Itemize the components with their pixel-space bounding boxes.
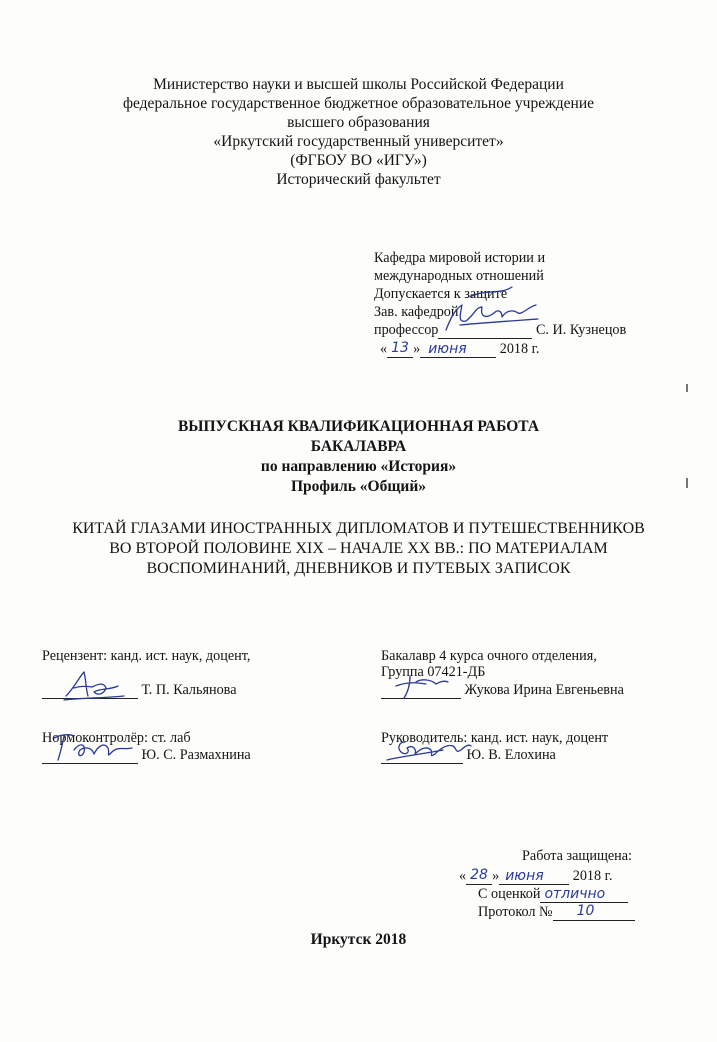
normcontrol-name: Ю. С. Размахнина xyxy=(141,747,251,763)
city-year: Иркутск 2018 xyxy=(310,931,407,948)
grade-label: С оценкой xyxy=(478,886,541,902)
work-type-line-1: ВЫПУСКНАЯ КВАЛИФИКАЦИОННАЯ РАБОТА xyxy=(177,418,540,435)
scan-mark xyxy=(686,478,688,488)
date-quote-close: » xyxy=(413,341,421,357)
head-of-department-label: Зав. кафедрой xyxy=(374,304,459,320)
day-underline xyxy=(387,340,413,358)
protocol-underline xyxy=(553,903,635,921)
normcontrol-label: Нормоконтролёр: ст. лаб xyxy=(42,730,191,746)
admission-label: Допускается к защите xyxy=(374,286,508,302)
grade-value: отлично xyxy=(544,886,606,902)
approval-day: 13 xyxy=(391,340,409,356)
supervisor-signature xyxy=(383,732,473,766)
head-signature xyxy=(440,285,550,340)
defense-year: 2018 г. xyxy=(572,868,613,884)
reviewer-label: Рецензент: канд. ист. наук, доцент, xyxy=(42,648,251,664)
student-signature xyxy=(392,670,452,700)
education-level-line: высшего образования xyxy=(287,114,430,131)
student-name: Жукова Ирина Евгеньевна xyxy=(464,682,624,698)
date-quote-close: » xyxy=(492,868,500,884)
university-name: «Иркутский государственный университет» xyxy=(213,133,504,150)
university-abbreviation: (ФГБОУ ВО «ИГУ») xyxy=(290,152,427,169)
normcontrol-signature xyxy=(48,728,138,766)
date-quote-open: « xyxy=(459,868,467,884)
approval-year: 2018 г. xyxy=(499,341,540,357)
approval-month: июня xyxy=(428,341,467,357)
approval-date-line xyxy=(380,340,539,358)
head-position: профессор xyxy=(374,322,439,338)
day-underline xyxy=(466,867,492,885)
defense-month: июня xyxy=(505,868,544,884)
grade-line xyxy=(478,885,628,903)
study-profile: Профиль «Общий» xyxy=(290,478,427,495)
month-underline xyxy=(420,343,496,358)
grade-underline xyxy=(540,888,628,903)
supervisor-label: Руководитель: канд. ист. наук, доцент xyxy=(381,730,609,746)
defense-day: 28 xyxy=(470,867,488,883)
work-type-line-2: БАКАЛАВРА xyxy=(310,438,407,455)
department-line-1: Кафедра мировой истории и xyxy=(374,250,546,266)
thesis-topic: КИТАЙ ГЛАЗАМИ ИНОСТРАННЫХ ДИПЛОМАТОВ И ПУТЕШЕСТВЕННИКОВ ВО ВТОРОЙ ПОЛОВИНЕ XIX – НАЧАЛЕ XX ВВ.: ПО МАТЕРИАЛАМ ВОСПОМИНАНИЙ, ДНЕВНИКОВ И ПУТЕВЫХ ЗАПИСОК xyxy=(72,520,645,577)
head-name: С. И. Кузнецов xyxy=(535,322,627,338)
protocol-number: 10 xyxy=(576,903,595,919)
reviewer-signature xyxy=(60,666,130,704)
scan-mark xyxy=(686,384,688,392)
student-label: Бакалавр 4 курса очного отделения, xyxy=(381,648,597,664)
student-group: Группа 07421-ДБ xyxy=(381,664,486,680)
protocol-line xyxy=(478,903,635,921)
date-quote-open: « xyxy=(380,341,388,357)
defense-label: Работа защищена: xyxy=(522,848,633,864)
month-underline xyxy=(499,870,569,885)
faculty-name: Исторический факультет xyxy=(276,171,441,188)
reviewer-name: Т. П. Кальянова xyxy=(141,682,237,698)
ministry-line: Министерство науки и высшей школы Российской Федерации xyxy=(153,76,564,93)
protocol-label: Протокол № xyxy=(478,904,553,920)
institution-type-line: федеральное государственное бюджетное образовательное учреждение xyxy=(122,95,595,112)
supervisor-name: Ю. В. Елохина xyxy=(466,747,556,763)
defense-date-line xyxy=(459,867,612,885)
study-direction: по направлению «История» xyxy=(260,458,457,475)
department-line-2: международных отношений xyxy=(374,268,544,284)
